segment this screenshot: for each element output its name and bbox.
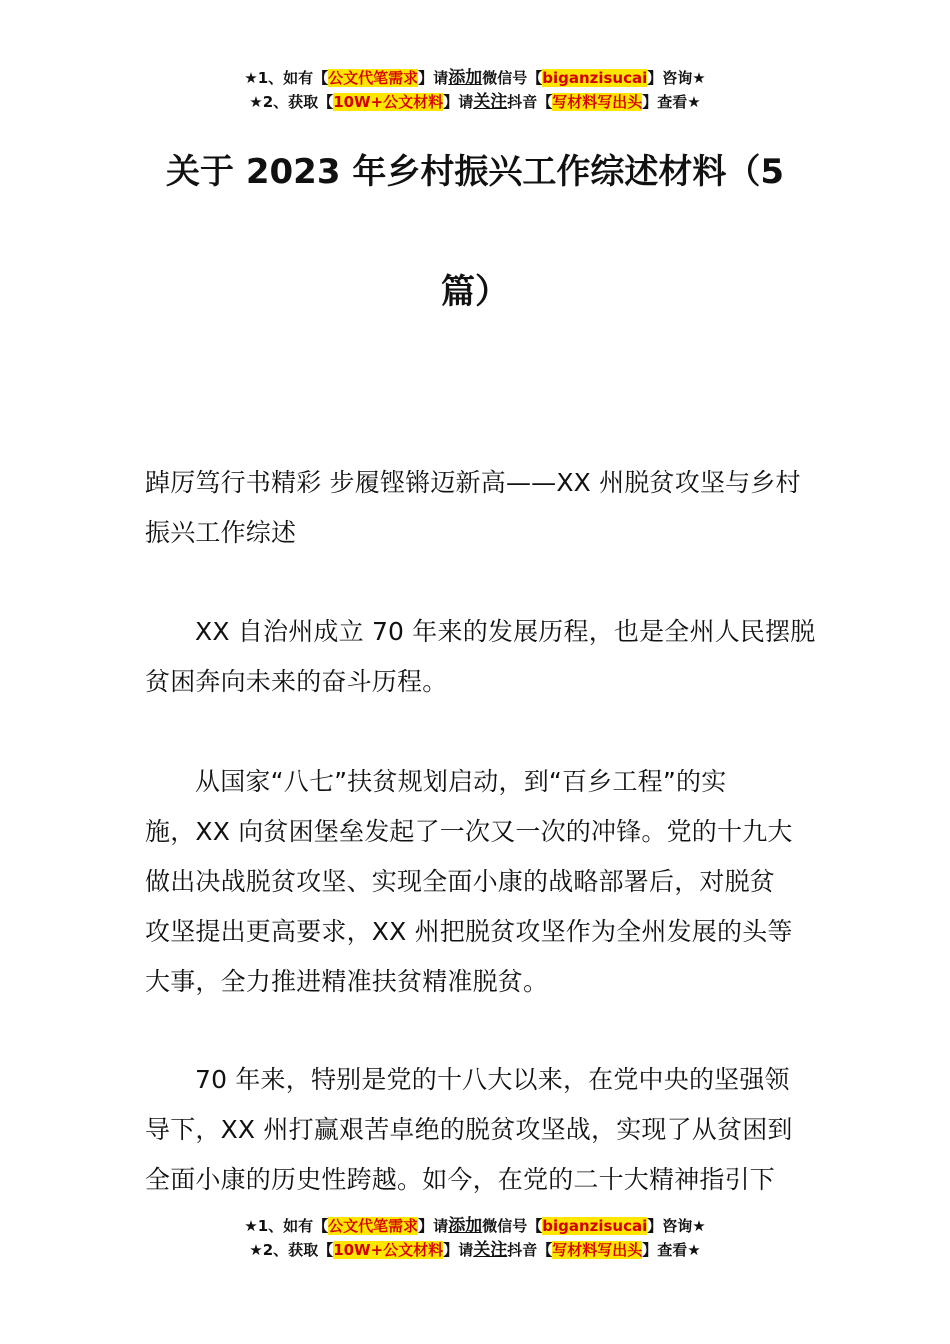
emphasis-text: 添加 bbox=[448, 68, 483, 88]
emphasis-text: 关注 bbox=[473, 92, 508, 112]
emphasis-text: 关注 bbox=[473, 1240, 508, 1260]
paragraph-achievement bbox=[145, 1055, 810, 1205]
promo-text: 抖音【 bbox=[507, 1241, 553, 1259]
paragraph-line: 导下，XX 州打赢艰苦卓绝的脱贫攻坚战，实现了从贫困到 bbox=[145, 1115, 793, 1144]
promo-text: 】请 bbox=[443, 93, 474, 111]
paragraph-intro bbox=[145, 607, 816, 707]
paragraph-line: 全面小康的历史性跨越。如今，在党的二十大精神指引下 bbox=[145, 1165, 776, 1194]
promo-banner-bottom bbox=[0, 1214, 950, 1262]
promo-text: 微信号【 bbox=[482, 1217, 543, 1235]
paragraph-line: 攻坚提出更高要求，XX 州把脱贫攻坚作为全州发展的头等 bbox=[145, 917, 793, 946]
paragraph-history bbox=[145, 757, 810, 1007]
douyin-id: 写材料写出头 bbox=[552, 1241, 643, 1259]
promo-line-1 bbox=[0, 66, 950, 90]
promo-line-2 bbox=[0, 90, 950, 114]
promo-text: 微信号【 bbox=[482, 69, 543, 87]
promo-line-2 bbox=[0, 1238, 950, 1262]
wechat-id: biganzisucai bbox=[542, 1217, 648, 1235]
paragraph-line: 从国家“八七”扶贫规划启动，到“百乡工程”的实 bbox=[195, 767, 727, 796]
promo-text: 】请 bbox=[418, 69, 449, 87]
paragraph-line: 70 年来，特别是党的十八大以来，在党中央的坚强领 bbox=[195, 1065, 790, 1094]
promo-text: 】咨询★ bbox=[647, 69, 706, 87]
paragraph-line: 做出决战脱贫攻坚、实现全面小康的战略部署后，对脱贫 bbox=[145, 867, 776, 896]
highlight-text: 公文代笔需求 bbox=[328, 1217, 419, 1235]
paragraph-line: 大事，全力推进精准扶贫精准脱贫。 bbox=[145, 967, 549, 996]
promo-text: 】请 bbox=[443, 1241, 474, 1259]
wechat-id: biganzisucai bbox=[542, 69, 648, 87]
highlight-text: 10W+公文材料 bbox=[333, 1241, 444, 1259]
promo-text: ★2、获取【 bbox=[249, 1241, 334, 1259]
promo-text: ★2、获取【 bbox=[249, 93, 334, 111]
emphasis-text: 添加 bbox=[448, 1216, 483, 1236]
paragraph-subtitle bbox=[145, 458, 810, 558]
document-title-line-1: 关于 2023 年乡村振兴工作综述材料（5 bbox=[166, 152, 784, 192]
document-title-line-2: 篇） bbox=[441, 272, 509, 312]
promo-banner-top bbox=[0, 66, 950, 114]
promo-line-1 bbox=[0, 1214, 950, 1238]
paragraph-line: 施，XX 向贫困堡垒发起了一次又一次的冲锋。党的十九大 bbox=[145, 817, 793, 846]
promo-text: 】查看★ bbox=[642, 1241, 701, 1259]
promo-text: 抖音【 bbox=[507, 93, 553, 111]
paragraph-line: 踔厉笃行书精彩 步履铿锵迈新高——XX 州脱贫攻坚与乡村 bbox=[145, 468, 801, 497]
highlight-text: 公文代笔需求 bbox=[328, 69, 419, 87]
promo-text: 】咨询★ bbox=[647, 1217, 706, 1235]
douyin-id: 写材料写出头 bbox=[552, 93, 643, 111]
promo-text: 】请 bbox=[418, 1217, 449, 1235]
paragraph-line: XX 自治州成立 70 年来的发展历程，也是全州人民摆脱 bbox=[195, 617, 816, 646]
highlight-text: 10W+公文材料 bbox=[333, 93, 444, 111]
promo-text: ★1、如有【 bbox=[244, 1217, 329, 1235]
paragraph-line: 贫困奔向未来的奋斗历程。 bbox=[145, 667, 448, 696]
promo-text: ★1、如有【 bbox=[244, 69, 329, 87]
paragraph-line: 振兴工作综述 bbox=[145, 518, 297, 547]
promo-text: 】查看★ bbox=[642, 93, 701, 111]
